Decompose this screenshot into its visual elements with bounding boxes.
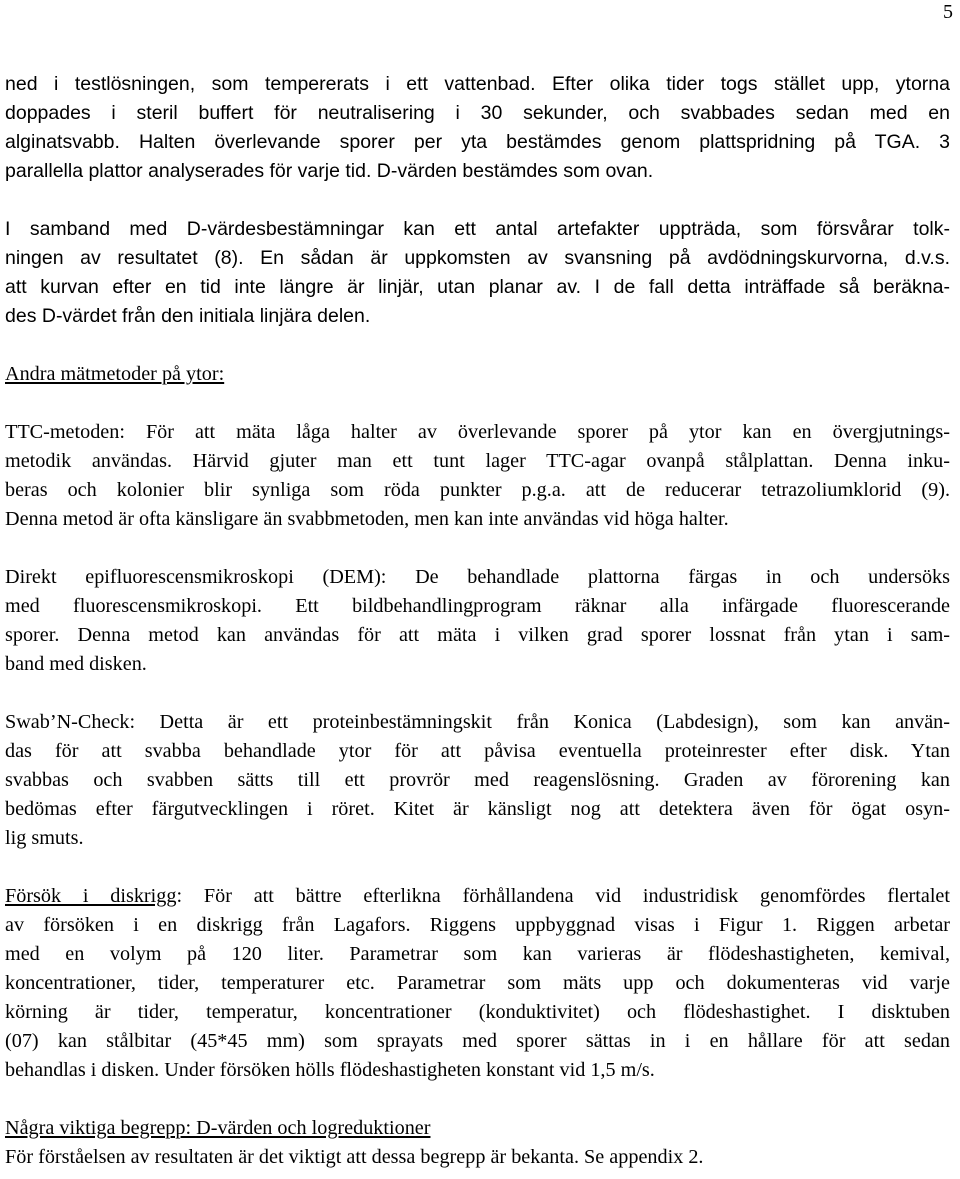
paragraph-diskrigg <box>5 882 950 1085</box>
text-line: des D-värdet från den initiala linjära delen. <box>5 305 371 327</box>
heading-text: Andra mätmetoder på ytor: <box>5 363 225 385</box>
heading-text: Några viktiga begrepp: D-värden och logreduktioner <box>5 1117 431 1139</box>
lead-underlined: Försök i diskrigg <box>5 885 177 907</box>
text-line: band med disken. <box>5 653 147 675</box>
paragraph-dem <box>5 563 950 679</box>
paragraph-swab-n-check <box>5 708 950 853</box>
text-line: Denna metod är ofta känsligare än svabbmetoden, men kan inte användas vid höga halter. <box>5 508 729 530</box>
paragraph-ttc-metoden <box>5 418 950 534</box>
text-line <box>5 882 950 911</box>
paragraph-forstaelsen <box>5 1143 950 1172</box>
text-line: behandlas i disken. Under försöken hölls flödeshastigheten konstant vid 1,5 m/s. <box>5 1059 655 1081</box>
text-line: av försöken i en diskrigg från Lagafors. Riggens uppbyggnad visas i Figur 1. Riggen arbetar <box>5 914 950 936</box>
text-line: Direkt epifluorescensmikroskopi (DEM): De behandlade plattorna färgas in och undersöks <box>5 566 950 588</box>
text-line: koncentrationer, tider, temperaturer etc. Parametrar som mäts upp och dokumenteras vid varje <box>5 972 950 994</box>
text-line: att kurvan efter en tid inte längre är linjär, utan planar av. I de fall detta inträffade så beräkna- <box>5 276 950 298</box>
section-heading-viktiga-begrepp <box>5 1114 950 1143</box>
page-body <box>5 70 950 1172</box>
lead-rest: : För att bättre efterlikna förhållandena vid industridisk genomfördes flertalet <box>176 885 950 907</box>
text-line: alginatsvabb. Halten överlevande sporer per yta bestämdes genom plattspridning på TGA. 3 <box>5 131 950 153</box>
text-line: TTC-metoden: För att mäta låga halter av överlevande sporer på ytor kan en övergjutnings- <box>5 421 950 443</box>
text-line: metodik användas. Härvid gjuter man ett tunt lager TTC-agar ovanpå stålplattan. Denna inku- <box>5 450 950 472</box>
text-line: Swab’N-Check: Detta är ett proteinbestämningskit från Konica (Labdesign), som kan använ- <box>5 711 950 733</box>
text-line: För förståelsen av resultaten är det viktigt att dessa begrepp är bekanta. Se appendix 2. <box>5 1146 704 1168</box>
text-line: med en volym på 120 liter. Parametrar som kan varieras är flödeshastigheten, kemival, <box>5 943 950 965</box>
text-line: beras och kolonier blir synliga som röda punkter p.g.a. att de reducerar tetrazoliumklorid (9). <box>5 479 950 501</box>
text-line: med fluorescensmikroskopi. Ett bildbehandlingprogram räknar alla infärgade fluorescerande <box>5 595 950 617</box>
text-line: bedömas efter färgutvecklingen i röret. Kitet är känsligt nog att detektera även för ögat osyn- <box>5 798 950 820</box>
section-heading-andra-matmetoder <box>5 360 950 389</box>
text-line: doppades i steril buffert för neutralisering i 30 sekunder, och svabbades sedan med en <box>5 102 950 124</box>
text-line: svabbas och svabben sätts till ett provrör med reagenslösning. Graden av förorening kan <box>5 769 950 791</box>
text-line: lig smuts. <box>5 827 84 849</box>
text-line: ned i testlösningen, som tempererats i ett vattenbad. Efter olika tider togs stället upp, ytorna <box>5 73 950 95</box>
text-line: parallella plattor analyserades för varje tid. D-värden bestämdes som ovan. <box>5 160 654 182</box>
text-line: ningen av resultatet (8). En sådan är uppkomsten av svansning på avdödningskurvorna, d.v.s. <box>5 247 950 269</box>
text-line: sporer. Denna metod kan användas för att mäta i vilken grad sporer lossnat från ytan i sam- <box>5 624 950 646</box>
text-line: (07) kan stålbitar (45*45 mm) som sprayats med sporer sättas in i en hållare för att sedan <box>5 1030 950 1052</box>
text-line: körning är tider, temperatur, koncentrationer (konduktivitet) och flödeshastighet. I disktuben <box>5 1001 950 1023</box>
text-line: I samband med D-värdesbestämningar kan ett antal artefakter uppträda, som försvårar tolk- <box>5 218 950 240</box>
text-line: das för att svabba behandlade ytor för att påvisa eventuella proteinrester efter disk. Ytan <box>5 740 950 762</box>
paragraph-artefakter <box>5 215 950 331</box>
paragraph-testlosningen <box>5 70 950 186</box>
page-number: 5 <box>943 1 953 23</box>
